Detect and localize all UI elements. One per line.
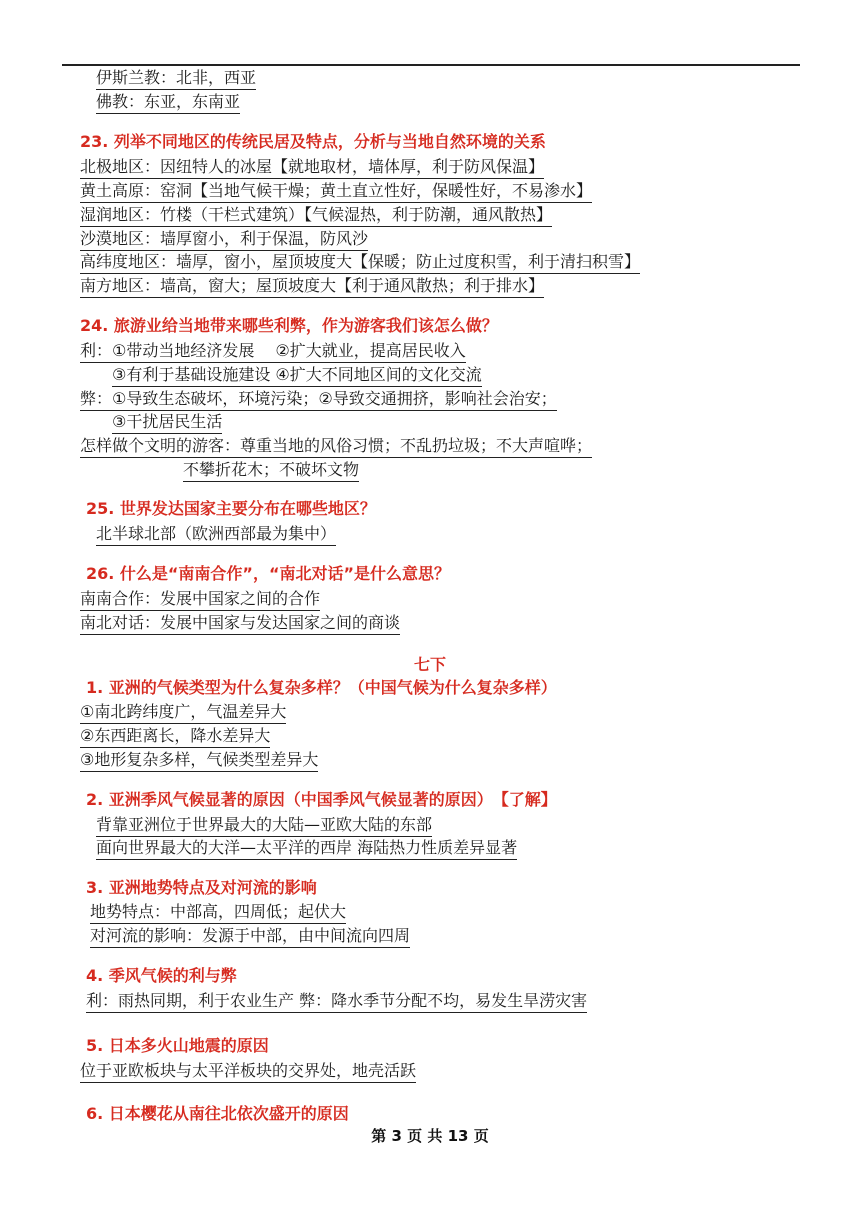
text-line: 佛教：东亚，东南亚 (96, 92, 240, 114)
text-line: 面向世界最大的大洋—太平洋的西岸 海陆热力性质差异显著 (96, 838, 517, 860)
question-s2-heading: 2. 亚洲季风气候显著的原因（中国季风气候显著的原因） 【了解】 (86, 790, 557, 809)
top-rule (62, 64, 800, 66)
text-line: ③有利于基础设施建设 ④扩大不同地区间的文化交流 (112, 365, 482, 387)
text-line: 高纬度地区：墙厚，窗小，屋顶坡度大【保暖；防止过度积雪，利于清扫积雪】 (80, 252, 640, 274)
text-line: 背靠亚洲位于世界最大的大陆—亚欧大陆的东部 (96, 815, 432, 837)
page-footer: 第 3 页 共 13 页 (371, 1127, 489, 1145)
question-s5-heading: 5. 日本多火山地震的原因 (86, 1036, 269, 1055)
text-line: 沙漠地区：墙厚窗小，利于保温，防风沙 (80, 229, 368, 251)
text-line: 对河流的影响：发源于中部，由中间流向四周 (90, 926, 410, 948)
question-s1-heading: 1. 亚洲的气候类型为什么复杂多样？（中国气候为什么复杂多样） (86, 678, 557, 697)
text-line: ③地形复杂多样，气候类型差异大 (80, 750, 318, 772)
question-26-heading: 26. 什么是“南南合作”，“南北对话”是什么意思？ (86, 564, 450, 583)
question-s4-heading: 4. 季风气候的利与弊 (86, 966, 237, 985)
question-s6-heading: 6. 日本樱花从南往北依次盛开的原因 (86, 1104, 349, 1123)
text-line: 利：①带动当地经济发展 ②扩大就业，提高居民收入 (80, 341, 466, 363)
text-line: 利：雨热同期，利于农业生产 弊：降水季节分配不均，易发生旱涝灾害 (86, 991, 587, 1013)
text-line: 不攀折花木；不破坏文物 (183, 460, 359, 482)
text-line: 北极地区：因纽特人的冰屋【就地取材，墙体厚，利于防风保温】 (80, 157, 544, 179)
text-line: ②东西距离长，降水差异大 (80, 726, 270, 748)
text-line: 北半球北部（欧洲西部最为集中） (96, 524, 336, 546)
text-line: 弊：①导致生态破坏，环境污染；②导致交通拥挤，影响社会治安； (80, 389, 557, 411)
question-s3-heading: 3. 亚洲地势特点及对河流的影响 (86, 878, 317, 897)
text-line: 黄土高原：窑洞【当地气候干燥；黄土直立性好，保暖性好，不易渗水】 (80, 181, 592, 203)
section-title: 七下 (413, 655, 446, 674)
text-line: ①南北跨纬度广，气温差异大 (80, 702, 286, 724)
question-24-heading: 24. 旅游业给当地带来哪些利弊，作为游客我们该怎么做？ (80, 316, 498, 335)
text-line: 南南合作：发展中国家之间的合作 (80, 589, 320, 611)
text-line: 地势特点：中部高，四周低；起伏大 (90, 902, 346, 924)
text-line: ③干扰居民生活 (112, 412, 222, 434)
text-line: 南北对话：发展中国家与发达国家之间的商谈 (80, 613, 400, 635)
text-line: 怎样做个文明的游客：尊重当地的风俗习惯；不乱扔垃圾；不大声喧哗； (80, 436, 592, 458)
question-25-heading: 25. 世界发达国家主要分布在哪些地区？ (86, 499, 376, 518)
text-line: 南方地区：墙高，窗大；屋顶坡度大【利于通风散热；利于排水】 (80, 276, 544, 298)
question-23-heading: 23. 列举不同地区的传统民居及特点，分析与当地自然环境的关系 (80, 132, 546, 151)
text-line: 伊斯兰教：北非，西亚 (96, 68, 256, 90)
text-line: 湿润地区：竹楼（干栏式建筑）【气候湿热，利于防潮，通风散热】 (80, 205, 552, 227)
text-line: 位于亚欧板块与太平洋板块的交界处，地壳活跃 (80, 1061, 416, 1083)
